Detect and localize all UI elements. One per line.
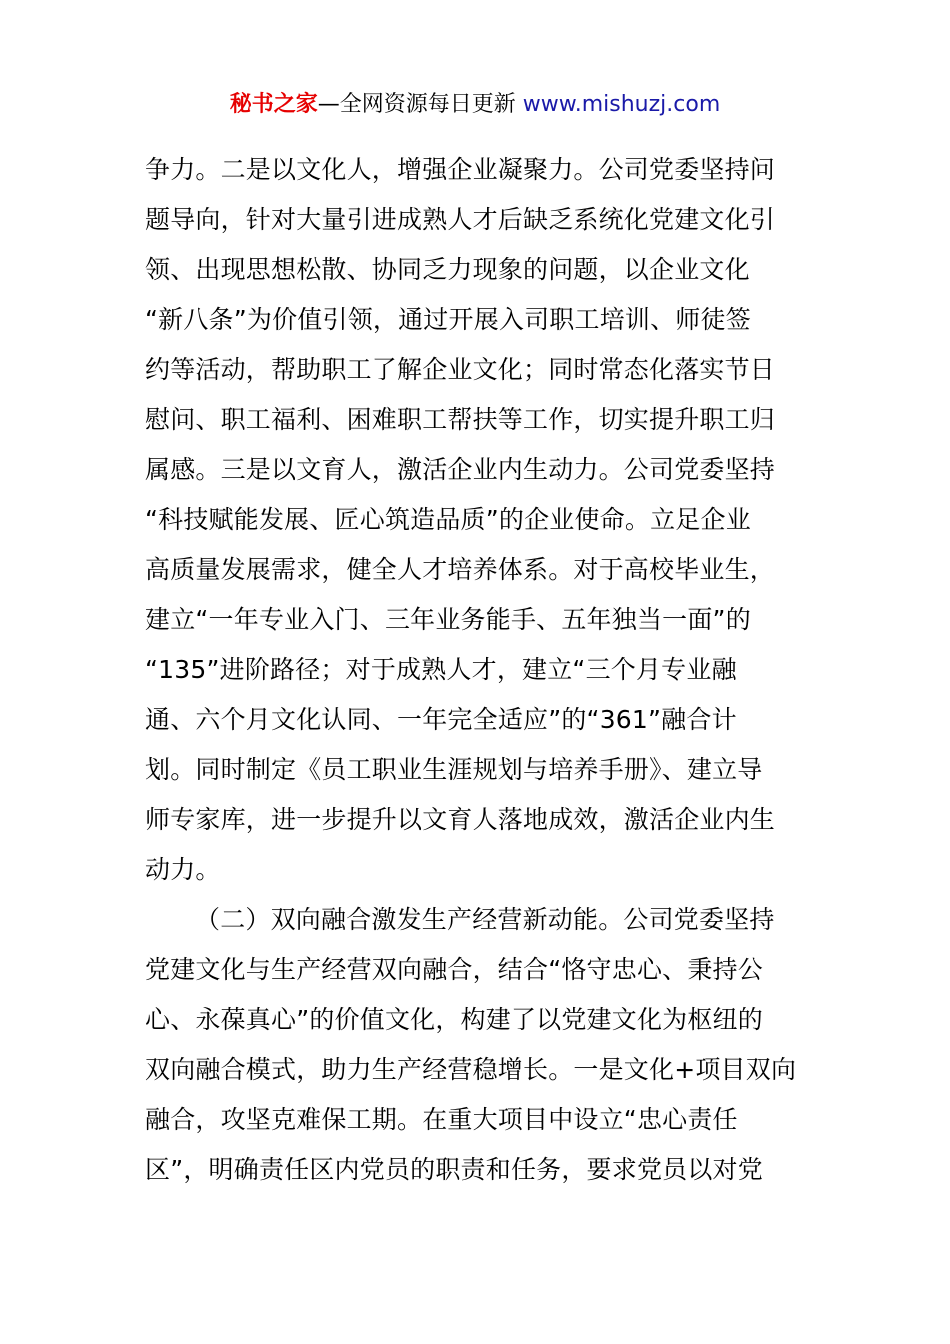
text-line: 区”，明确责任区内党员的职责和任务，要求党员以对党 [145,1155,763,1184]
text-line: 动力。 [145,855,221,884]
text-line: 争力。二是以文化人，增强企业凝聚力。公司党委坚持问 [145,155,776,184]
text-line: 属感。三是以文育人，激活企业内生动力。公司党委坚持 [145,455,776,484]
document-body [145,145,808,1195]
text-line: “科技赋能发展、匠心筑造品质”的企业使命。立足企业 [145,505,751,534]
page-header [0,88,950,122]
text-line: 党建文化与生产经营双向融合，结合“恪守忠心、秉持公 [145,955,763,984]
text-line: 双向融合模式，助力生产经营稳增长。一是文化+项目双向 [145,1055,797,1084]
text-line: 融合，攻坚克难保工期。在重大项目中设立“忠心责任 [145,1105,738,1134]
text-line: 建立“一年专业入门、三年业务能手、五年独当一面”的 [145,605,751,634]
site-url[interactable]: www.mishuzj.com [522,92,721,117]
site-brand: 秘书之家 [229,92,318,117]
section-heading-line: （二）双向融合激发生产经营新动能。公司党委坚持 [195,905,775,934]
text-line: 题导向，针对大量引进成熟人才后缺乏系统化党建文化引 [145,205,776,234]
text-line: 慰问、职工福利、困难职工帮扶等工作，切实提升职工归 [145,405,776,434]
text-line: 心、永葆真心”的价值文化，构建了以党建文化为枢纽的 [145,1005,763,1034]
text-line: “新八条”为价值引领，通过开展入司职工培训、师徒签 [145,305,751,334]
text-line: “135”进阶路径；对于成熟人才，建立“三个月专业融 [145,655,737,684]
text-line: 领、出现思想松散、协同乏力现象的问题，以企业文化 [145,255,750,284]
text-line: 高质量发展需求，健全人才培养体系。对于高校毕业生， [145,555,776,584]
text-line: 师专家库，进一步提升以文育人落地成效，激活企业内生 [145,805,776,834]
text-line: 约等活动，帮助职工了解企业文化；同时常态化落实节日 [145,355,776,384]
text-line: 划。同时制定《员工职业生涯规划与培养手册》、建立导 [145,755,763,784]
site-tagline: —全网资源每日更新 [317,92,523,117]
text-line: 通、六个月文化认同、一年完全适应”的“361”融合计 [145,705,737,734]
